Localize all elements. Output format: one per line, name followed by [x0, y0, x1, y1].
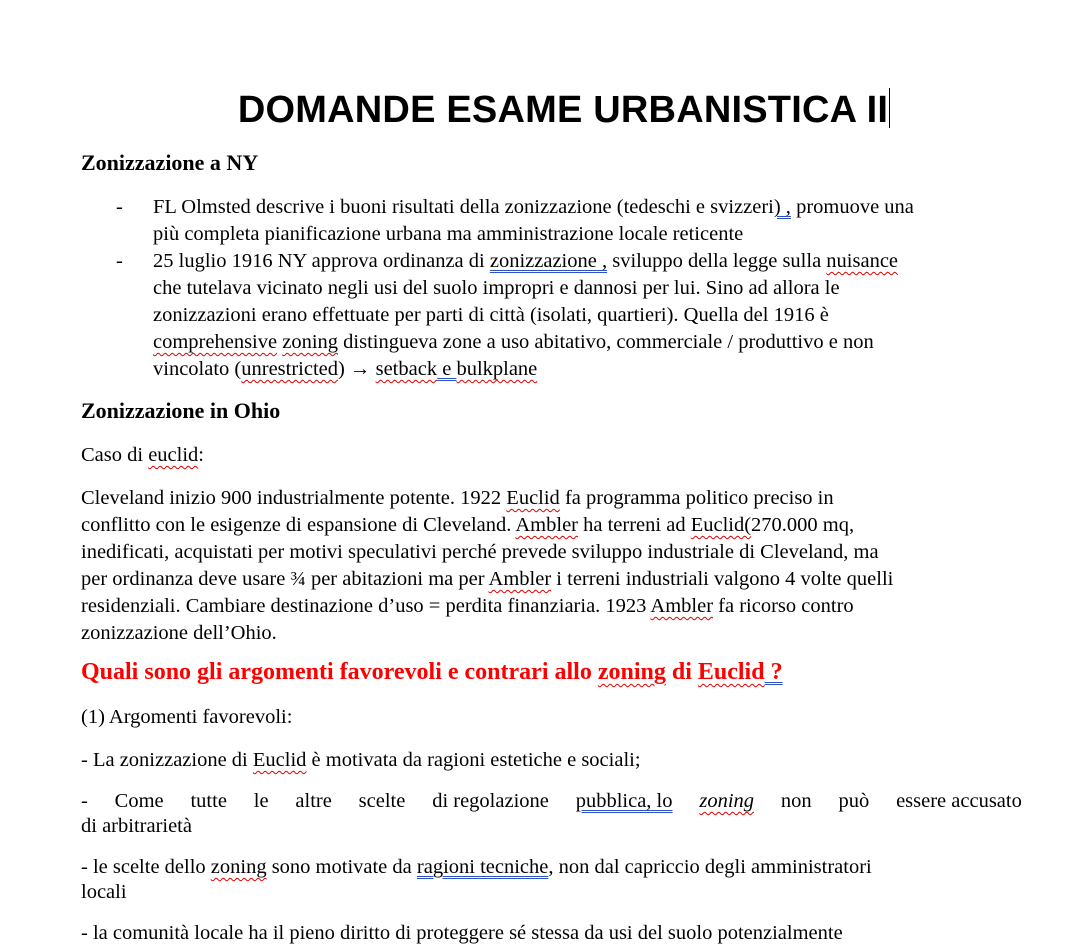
- spelling-flag[interactable]: bulkplane: [456, 358, 538, 380]
- bullet-2-line-5: vincolato (unrestricted) → setback e bulkplane: [153, 358, 538, 380]
- heading-ohio: Zonizzazione in Ohio: [81, 398, 281, 423]
- ohio-para-line-2: conflitto con le esigenze di espansione di Cleveland. Ambler ha terreni ad Euclid(270.000 mq,: [81, 514, 855, 536]
- grammar-flag[interactable]: pubblica, lo: [575, 790, 673, 812]
- arg-3-line-1: - le scelte dello zoning sono motivate da ragioni tecniche, non dal capriccio degli amministratori: [81, 856, 872, 878]
- spelling-flag[interactable]: setback: [375, 358, 438, 380]
- document-title[interactable]: DOMANDE ESAME URBANISTICA II: [237, 89, 889, 131]
- ohio-para-line-3: inedificati, acquistati per motivi speculativi perché prevede sviluppo industriale di Cleveland, ma: [81, 541, 879, 563]
- spelling-flag[interactable]: zoning: [210, 856, 267, 878]
- args-intro: (1) Argomenti favorevoli:: [81, 706, 293, 728]
- spelling-flag[interactable]: Ambler: [488, 568, 552, 590]
- spelling-flag[interactable]: unrestricted: [241, 358, 339, 380]
- spelling-flag[interactable]: zoning: [282, 331, 339, 353]
- arg-4-line-1: - la comunità locale ha il pieno diritto di proteggere sé stessa da usi del suolo potenzialmente: [81, 922, 843, 944]
- bullet-2-line-4: comprehensive zoning distingueva zone a uso abitativo, commerciale / produttivo e non: [153, 331, 874, 353]
- grammar-flag[interactable]: ) ,: [773, 196, 791, 218]
- grammar-flag[interactable]: ?: [764, 659, 783, 685]
- grammar-flag[interactable]: zonizzazione ,: [489, 250, 608, 272]
- bullet-marker: -: [116, 250, 123, 272]
- caso-line: Caso di euclid:: [81, 444, 204, 466]
- ohio-para-line-5: residenziali. Cambiare destinazione d’uso = perdita finanziaria. 1923 Ambler fa ricorso contro: [81, 595, 854, 617]
- spelling-flag[interactable]: Euclid(: [690, 514, 752, 536]
- ohio-para-line-4: per ordinanza deve usare ¾ per abitazioni ma per Ambler i terreni industriali valgono 4 volte quelli: [81, 568, 894, 590]
- spelling-flag[interactable]: Euclid: [697, 659, 765, 685]
- bullet-1-line-1: FL Olmsted descrive i buoni risultati della zonizzazione (tedeschi e svizzeri) , promuove una: [153, 196, 914, 218]
- bullet-2-line-3: zonizzazioni erano effettuate per parti di città (isolati, quartieri). Quella del 1916 è: [153, 304, 829, 326]
- heading-ny: Zonizzazione a NY: [81, 150, 259, 175]
- spelling-flag[interactable]: Ambler: [515, 514, 578, 536]
- text-cursor: [889, 88, 890, 128]
- spelling-flag[interactable]: euclid: [148, 444, 199, 466]
- bullet-2-line-1: 25 luglio 1916 NY approva ordinanza di zonizzazione , sviluppo della legge sulla nuisance: [153, 250, 899, 272]
- bullet-marker: -: [116, 196, 123, 218]
- arg-1: - La zonizzazione di Euclid è motivata da ragioni estetiche e sociali;: [81, 749, 641, 771]
- spelling-flag[interactable]: zoning: [699, 790, 755, 812]
- arg-2-line-1: - Come tutte le altre scelte di regolazione pubblica, lo zoning non può essere accusato: [81, 788, 1022, 815]
- bullet-2-line-2: che tutelava vicinato negli usi del suolo impropri e dannosi per lui. Sino ad allora le: [153, 277, 840, 299]
- spelling-flag[interactable]: zoning: [597, 659, 666, 685]
- arg-2-line-2: di arbitrarietà: [81, 815, 192, 837]
- spelling-flag[interactable]: comprehensive: [153, 331, 278, 353]
- ohio-para-line-1: Cleveland inizio 900 industrialmente potente. 1922 Euclid fa programma politico preciso in: [81, 487, 834, 509]
- bullet-1-line-2: più completa pianificazione urbana ma amministrazione locale reticente: [153, 223, 744, 245]
- arg-3-line-2: locali: [81, 881, 127, 903]
- grammar-flag[interactable]: e: [437, 358, 457, 380]
- question-heading: Quali sono gli argomenti favorevoli e contrari allo zoning di Euclid ?: [81, 659, 783, 685]
- spelling-flag[interactable]: Euclid: [506, 487, 560, 509]
- grammar-flag[interactable]: ragioni tecniche: [416, 856, 549, 878]
- spelling-flag[interactable]: nuisance: [826, 250, 899, 272]
- spelling-flag[interactable]: Euclid: [252, 749, 307, 771]
- spelling-flag[interactable]: Ambler: [650, 595, 714, 617]
- ohio-para-line-6: zonizzazione dell’Ohio.: [81, 622, 277, 644]
